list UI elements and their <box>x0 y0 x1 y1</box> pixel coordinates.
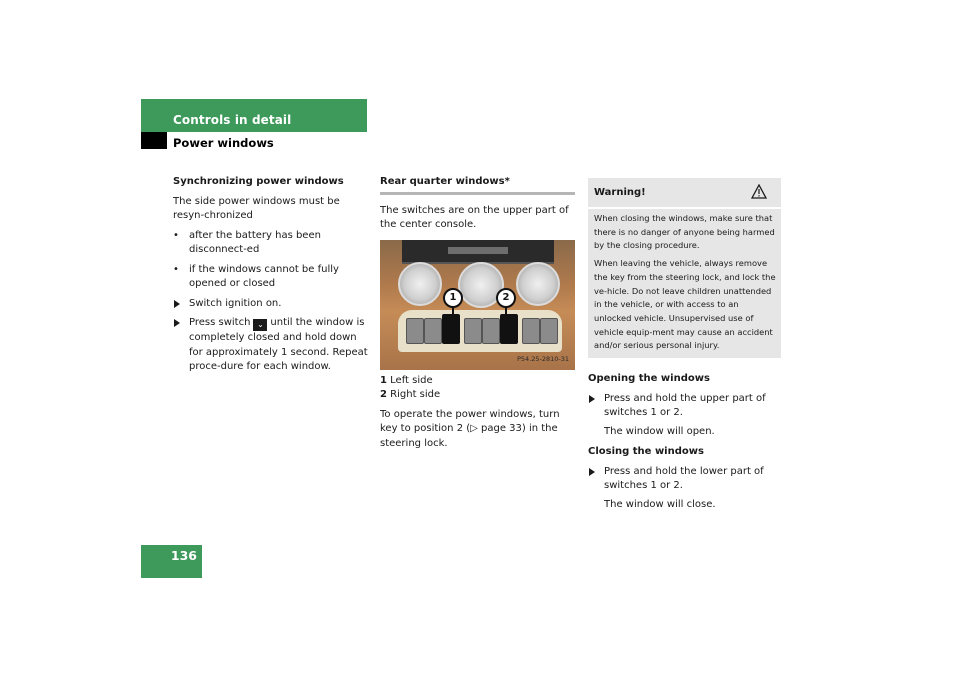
sync-intro: The side power windows must be resyn-chronized <box>173 195 340 221</box>
photo-code: P54.25-2810-31 <box>516 355 569 363</box>
step-arrow-icon <box>589 468 595 476</box>
console-button <box>522 318 540 344</box>
step-arrow-icon <box>174 300 180 308</box>
step-arrow-icon <box>589 395 595 403</box>
step-item: Press switch ⌄ until the window is completely closed and hold down for approximately 1 second. Repeat proce-dure for each window. <box>173 316 369 375</box>
open-heading: Opening the windows <box>588 373 710 384</box>
step-arrow-icon <box>174 319 180 327</box>
close-heading: Closing the windows <box>588 446 704 457</box>
switch-panel <box>398 310 562 352</box>
console-button <box>406 318 424 344</box>
step-item: Press and hold the upper part of switches 1 or 2. <box>588 392 781 421</box>
legend-item: 1 Left side <box>380 374 433 386</box>
warning-body <box>594 212 777 357</box>
console-button <box>540 318 558 344</box>
warning-paragraph: When closing the windows, make sure that there is no danger of anyone being harmed by the closing procedure. <box>594 213 775 251</box>
right-window-switch <box>500 314 518 344</box>
subsection-title: Power windows <box>173 136 274 150</box>
column-rear-quarter <box>380 175 575 451</box>
warning-paragraph: When leaving the vehicle, always remove the key from the steering lock, and lock the ve-hicle. Do not leave children unattended in the vehicle, or with access to an unlocked vehicle. Unsupervised use of vehicle equip-ment may cause an accident and/or serious personal injury. <box>594 258 776 351</box>
heading-rule <box>380 192 575 195</box>
window-switch-icon: ⌄ <box>253 319 267 331</box>
left-window-switch <box>442 314 460 344</box>
console-button <box>464 318 482 344</box>
callout-1: 1 <box>443 288 463 308</box>
step-item: Press and hold the lower part of switches 1 or 2. <box>588 465 781 494</box>
center-console-photo <box>380 240 575 370</box>
legend-item: 2 Right side <box>380 389 441 400</box>
warning-title: Warning! <box>594 187 646 198</box>
column-operation <box>588 372 781 512</box>
warning-divider <box>588 207 781 209</box>
callout-leader <box>452 306 454 322</box>
warning-triangle-icon <box>751 184 767 199</box>
rear-intro: The switches are on the upper part of the center console. <box>380 204 569 230</box>
rear-heading: Rear quarter windows* <box>380 176 510 187</box>
header-marker <box>141 132 167 149</box>
list-item: • if the windows cannot be fully opened or closed <box>173 263 339 289</box>
console-button <box>482 318 500 344</box>
console-button <box>424 318 442 344</box>
ignition-note: To operate the power windows, turn key to position 2 (▷ page 33) in the steering lock. <box>380 408 560 449</box>
vent-dial <box>516 262 560 306</box>
column-synchronizing <box>173 175 369 380</box>
vent-dial <box>398 262 442 306</box>
list-item: • after the battery has been disconnect-ed <box>173 229 321 255</box>
callout-2: 2 <box>496 288 516 308</box>
close-result: The window will close. <box>604 498 716 510</box>
sync-heading: Synchronizing power windows <box>173 176 344 187</box>
step-item: Switch ignition on. <box>173 297 369 312</box>
open-result: The window will open. <box>604 425 715 437</box>
page-number: 136 <box>170 548 197 563</box>
section-title: Controls in detail <box>173 113 292 127</box>
radio-unit <box>402 240 554 264</box>
callout-leader <box>505 306 507 322</box>
warning-box <box>588 178 781 358</box>
